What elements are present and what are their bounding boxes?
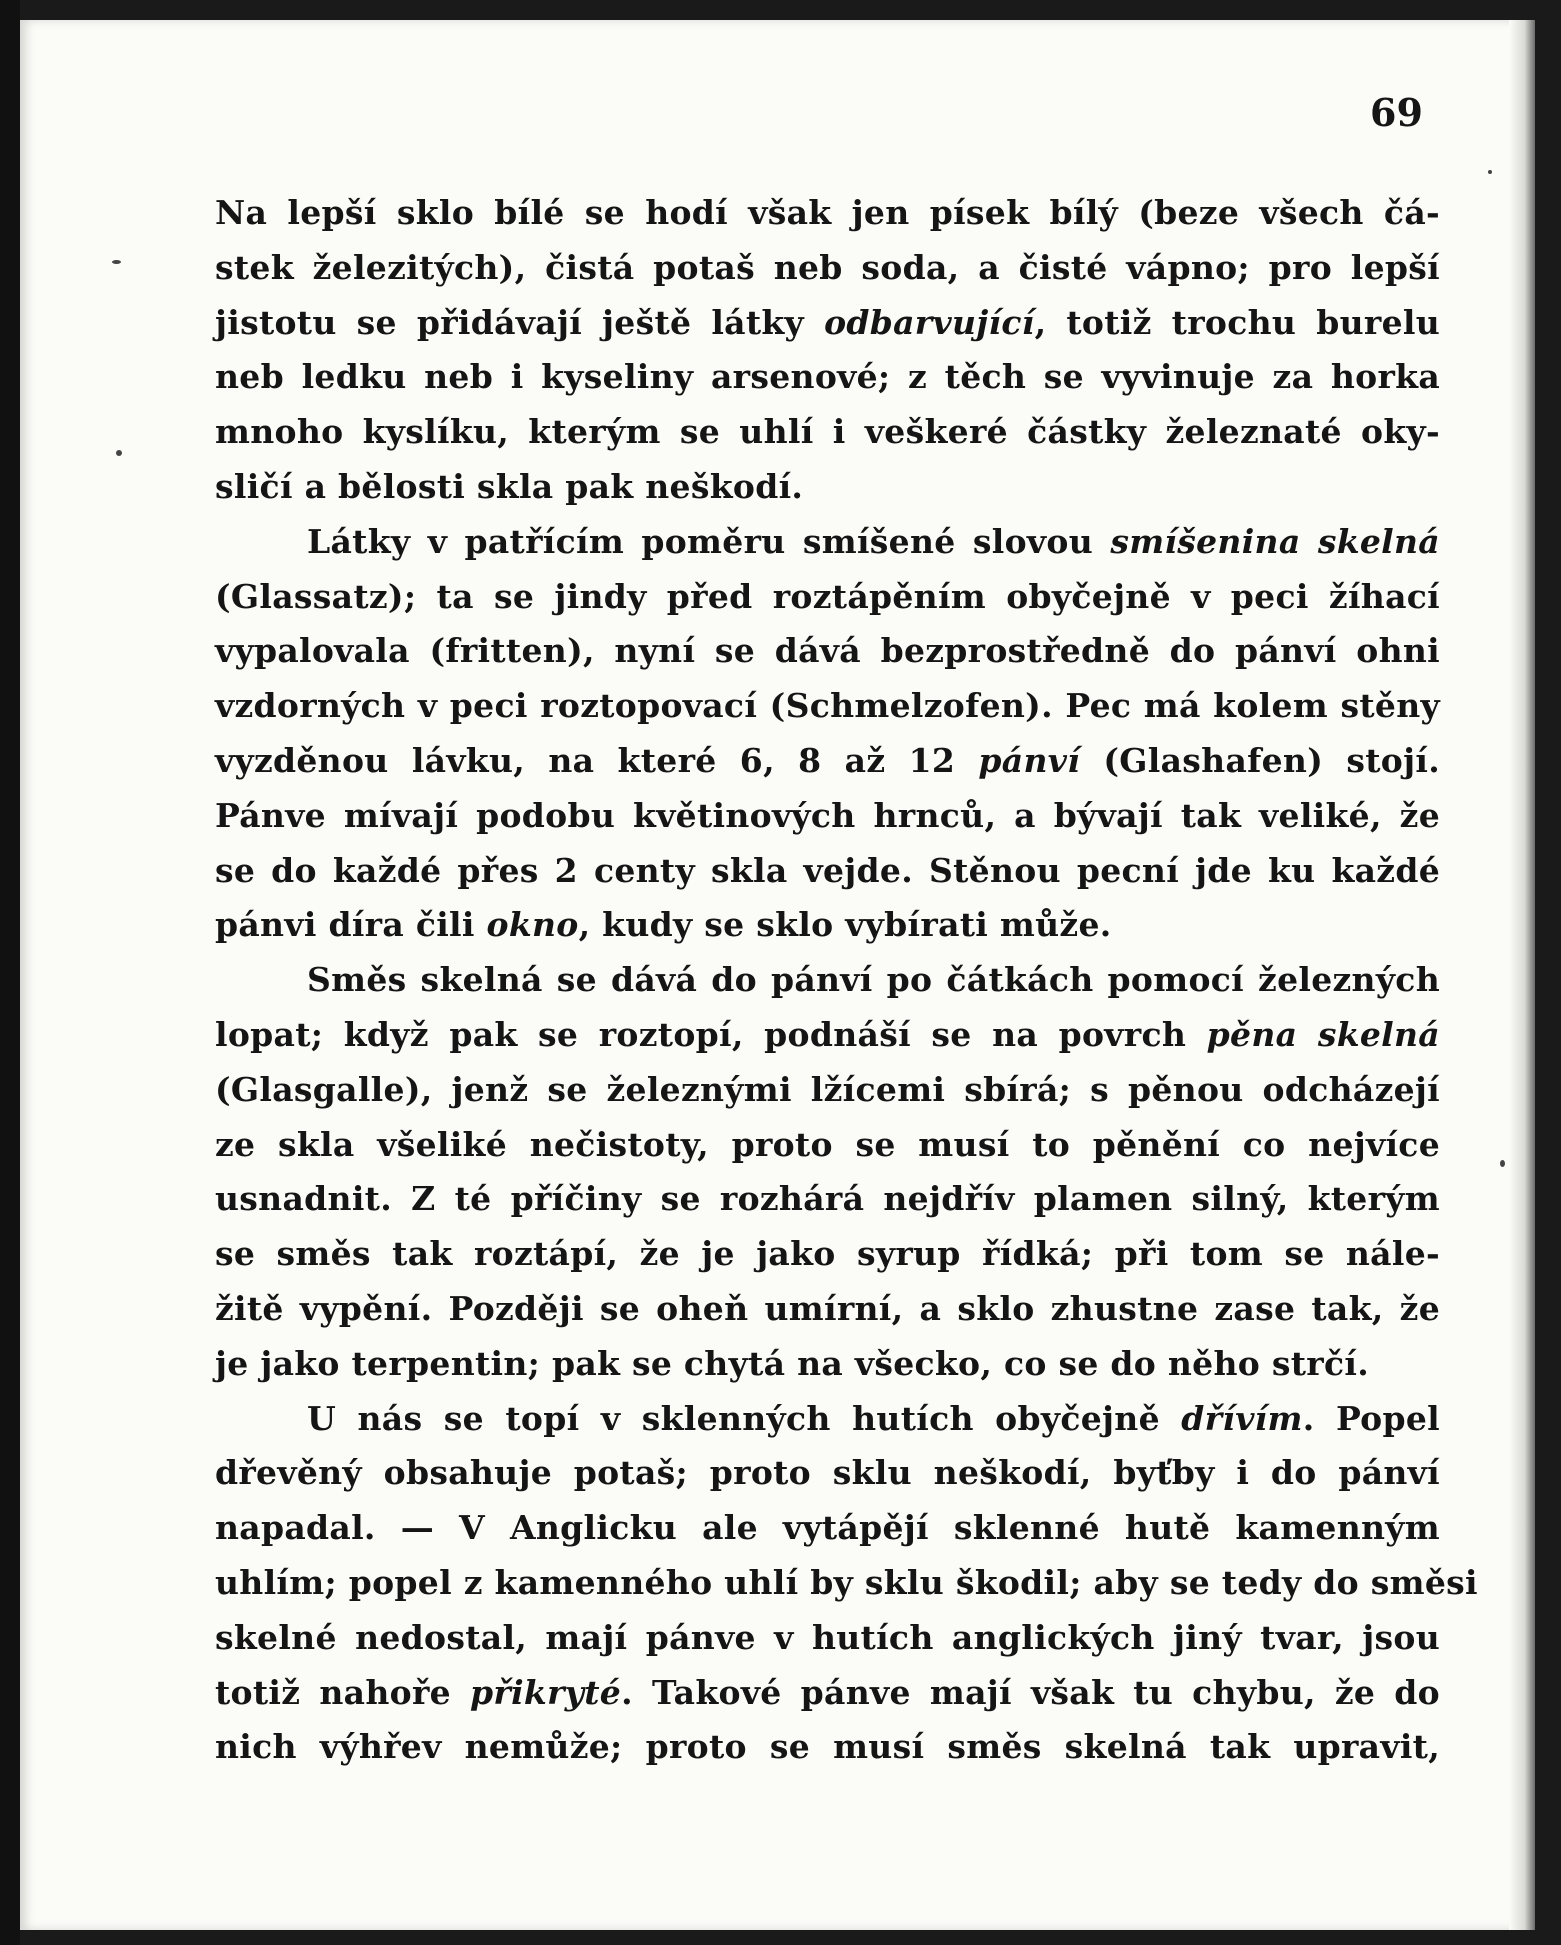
- book-page: [20, 20, 1535, 1930]
- text-line: [215, 679, 1440, 734]
- text-span: ze skla všeliké nečistoty, proto se musí to pěnění co nejvíce: [215, 1124, 1440, 1164]
- text-line: [215, 734, 1440, 789]
- text-span: neb ledku neb i kyseliny arsenové; z těch se vyvinuje za horka: [215, 357, 1440, 397]
- text-span: usnadnit. Z té příčiny se rozhárá nejdřív plamen silný, kterým: [215, 1179, 1440, 1219]
- text-line: [215, 186, 1440, 241]
- scan-speck: [116, 450, 122, 456]
- text-line: [215, 1008, 1440, 1063]
- text-span: stek železitých), čistá potaš neb soda, a čisté vápno; pro lepší: [215, 247, 1440, 287]
- text-line: [215, 1392, 1440, 1447]
- text-line: [215, 953, 1440, 1008]
- text-line: [215, 1063, 1440, 1118]
- text-line: [215, 844, 1440, 899]
- text-line: [215, 1501, 1440, 1556]
- text-line: [215, 515, 1440, 570]
- text-span: Na lepší sklo bílé se hodí však jen písek bílý (beze všech čá-: [215, 193, 1440, 232]
- italic-term: smíšenina skelná: [1110, 521, 1440, 561]
- text-span: dřevěný obsahuje potaš; proto sklu neškodí, byťby i do pánví: [215, 1453, 1440, 1493]
- text-span: vyzděnou lávku, na které 6, 8 až 12: [215, 740, 979, 780]
- text-line: [215, 405, 1440, 460]
- page-edge-shadow: [1509, 20, 1535, 1930]
- text-span: (Glasgalle), jenž se železnými lžícemi sbírá; s pěnou odcházejí: [215, 1069, 1440, 1109]
- text-line: [215, 1611, 1440, 1666]
- italic-term: odbarvující: [824, 302, 1035, 342]
- text-line: [215, 1227, 1440, 1282]
- text-line: [215, 296, 1440, 351]
- text-span: , kudy se sklo vybírati může.: [578, 905, 1112, 945]
- text-line: [215, 624, 1440, 679]
- text-span: se do každé přes 2 centy skla vejde. Stěnou pecní jde ku každé: [215, 850, 1440, 890]
- text-line: [215, 1172, 1440, 1227]
- text-span: Směs skelná se dává do pánví po čátkách pomocí železných: [307, 960, 1440, 1000]
- text-line: [215, 1556, 1478, 1611]
- text-span: žitě vypění. Později se oheň umírní, a sklo zhustne zase tak, že: [215, 1288, 1440, 1328]
- text-span: (Glassatz); ta se jindy před roztápěním obyčejně v peci žíhací: [215, 576, 1440, 616]
- text-line: [215, 898, 1440, 953]
- text-span: . Popel: [1302, 1398, 1440, 1438]
- text-span: napadal. — V Anglicku ale vytápějí sklenné hutě kamenným: [215, 1508, 1440, 1548]
- text-span: sličí a bělosti skla pak neškodí.: [215, 466, 804, 506]
- text-line: [215, 1337, 1440, 1392]
- text-line: [215, 241, 1440, 296]
- text-span: nich výhřev nemůže; proto se musí směs skelná tak upravit,: [215, 1727, 1440, 1767]
- text-line: [215, 1446, 1440, 1501]
- italic-term: dřívím: [1181, 1398, 1303, 1438]
- text-span: mnoho kyslíku, kterým se uhlí i veškeré částky železnaté oky-: [215, 412, 1440, 452]
- text-span: je jako terpentin; pak se chytá na všecko, co se do něho strčí.: [215, 1343, 1369, 1383]
- scan-speck: [112, 260, 121, 264]
- scan-speck: [1488, 170, 1492, 174]
- text-span: Látky v patřícím poměru smíšené slovou: [307, 521, 1111, 561]
- text-span: uhlím; popel z kamenného uhlí by sklu škodil; aby se tedy do směsi: [215, 1562, 1478, 1602]
- body-text: [215, 186, 1478, 1775]
- text-line: [215, 1282, 1440, 1337]
- scan-speck: [1500, 1160, 1505, 1167]
- italic-term: pánví: [978, 740, 1081, 780]
- text-span: pánvi díra čili: [215, 905, 487, 945]
- text-span: lopat; když pak se roztopí, podnáší se na povrch: [215, 1014, 1207, 1054]
- page-number: 69: [1370, 90, 1423, 135]
- italic-term: okno: [486, 905, 579, 945]
- text-line: [215, 1666, 1440, 1721]
- text-span: jistotu se přidávají ještě látky: [215, 302, 825, 342]
- text-span: skelné nedostal, mají pánve v hutích anglických jiný tvar, jsou: [215, 1617, 1440, 1657]
- text-span: . Takové pánve mají však tu chybu, že do: [621, 1672, 1440, 1712]
- italic-term: pěna skelná: [1206, 1014, 1440, 1054]
- text-span: U nás se topí v sklenných hutích obyčejně: [307, 1398, 1182, 1438]
- text-span: Pánve mívají podobu květinových hrnců, a bývají tak veliké, že: [215, 795, 1440, 835]
- text-span: vypalovala (fritten), nyní se dává bezprostředně do pánví ohni: [215, 631, 1440, 671]
- text-line: [215, 1720, 1440, 1775]
- text-line: [215, 789, 1440, 844]
- text-span: totiž nahoře: [215, 1672, 471, 1712]
- text-span: vzdorných v peci roztopovací (Schmelzofen). Pec má kolem stěny: [215, 686, 1440, 726]
- italic-term: přikryté: [470, 1672, 622, 1712]
- text-span: se směs tak roztápí, že je jako syrup řídká; při tom se nále-: [215, 1234, 1440, 1274]
- text-span: (Glashafen) stojí.: [1080, 740, 1440, 780]
- text-line: [215, 350, 1440, 405]
- text-line: [215, 460, 1440, 515]
- text-line: [215, 570, 1440, 625]
- text-span: , totiž trochu burelu: [1034, 302, 1440, 342]
- text-line: [215, 1118, 1440, 1173]
- scan-border: [0, 0, 20, 1945]
